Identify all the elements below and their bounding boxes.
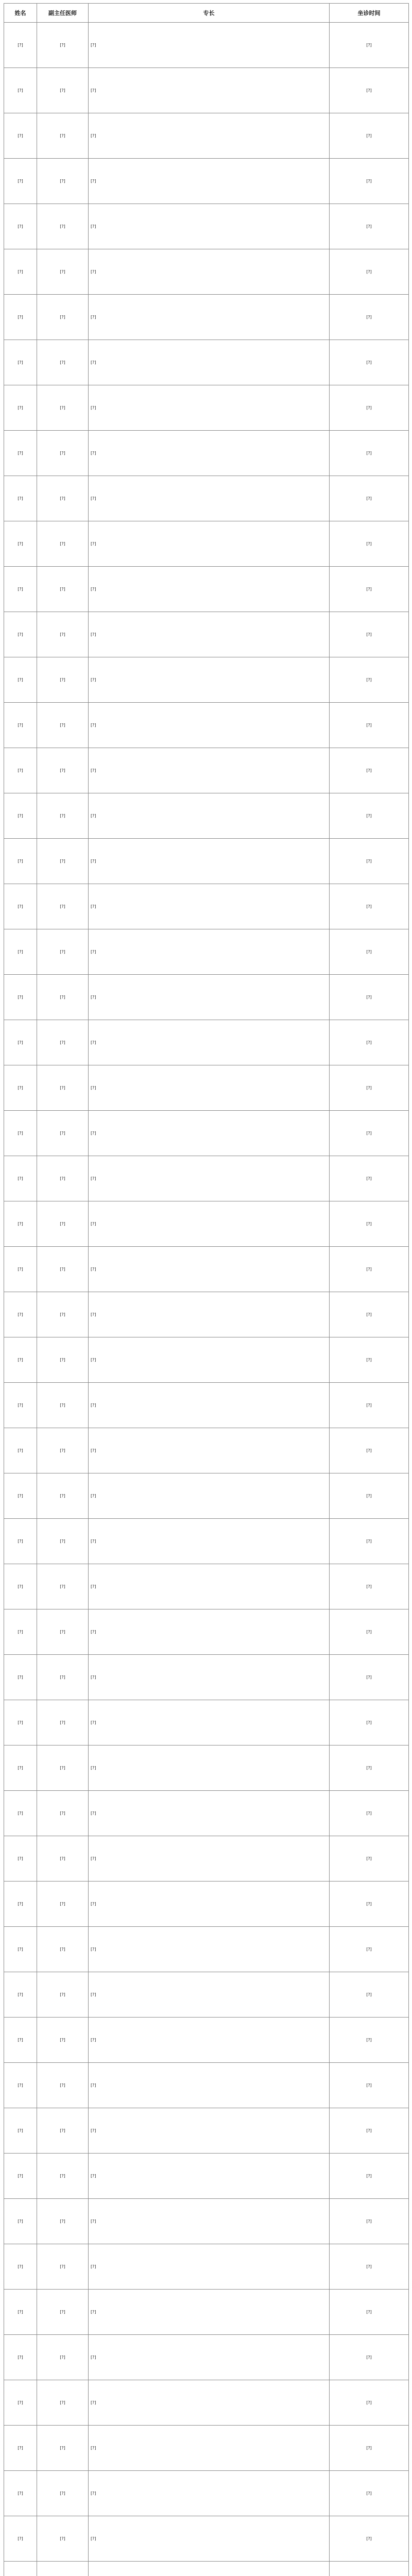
table-row (4, 1156, 409, 1201)
consult-time-cell: [?] (330, 2063, 409, 2108)
doctor-specialty-cell: [?] (89, 2290, 330, 2335)
doctor-title-cell: [?] (37, 2018, 89, 2063)
consult-time-cell: [?] (330, 521, 409, 567)
doctor-specialty-cell: [?] (89, 1473, 330, 1519)
doctor-specialty-cell: [?] (89, 385, 330, 431)
doctor-specialty-cell: [?] (89, 2426, 330, 2471)
doctor-name-cell: [?] (4, 159, 37, 204)
consult-time-cell: [?] (330, 1927, 409, 1972)
consult-time-cell: [?] (330, 567, 409, 612)
doctor-specialty-cell: [?] (89, 2244, 330, 2290)
table-row (4, 1745, 409, 1791)
table-row (4, 1564, 409, 1609)
doctor-name-cell: [?] (4, 1337, 37, 1383)
doctor-name-cell: [?] (4, 1383, 37, 1428)
doctor-title-cell: [?] (37, 431, 89, 476)
consult-time-cell: [?] (330, 975, 409, 1020)
table-row (4, 1609, 409, 1655)
doctor-specialty-cell: [?] (89, 657, 330, 703)
doctor-specialty-cell: [?] (89, 1292, 330, 1337)
doctor-title-cell: [?] (37, 2335, 89, 2380)
doctor-name-cell: [?] (4, 1609, 37, 1655)
doctor-specialty-cell: [?] (89, 431, 330, 476)
doctor-specialty-cell: [?] (89, 612, 330, 657)
doctor-title-cell: [?] (37, 2426, 89, 2471)
table-row (4, 1428, 409, 1473)
consult-time-cell: [?] (330, 748, 409, 793)
doctor-title-cell: [?] (37, 476, 89, 521)
doctor-name-cell: [?] (4, 2426, 37, 2471)
table-header (4, 4, 409, 23)
doctor-title-cell: [?] (37, 1972, 89, 2018)
doctor-name-cell: [?] (4, 1927, 37, 1972)
doctor-title-cell: [?] (37, 2199, 89, 2244)
doctor-title-cell: [?] (37, 1201, 89, 1247)
consult-time-cell: [?] (330, 2426, 409, 2471)
doctor-title-cell: [?] (37, 2471, 89, 2516)
doctor-title-cell: [?] (37, 1337, 89, 1383)
doctor-name-cell: [?] (4, 2244, 37, 2290)
doctor-title-cell: [?] (37, 1383, 89, 1428)
table-row (4, 703, 409, 748)
doctor-specialty-cell: [?] (89, 1700, 330, 1745)
consult-time-cell: [?] (330, 1065, 409, 1111)
doctor-title-cell: [?] (37, 1836, 89, 1882)
table-row (4, 340, 409, 385)
doctor-name-cell: [?] (4, 431, 37, 476)
doctor-specialty-cell: [?] (89, 748, 330, 793)
doctor-specialty-cell: [?] (89, 2199, 330, 2244)
table-row (4, 1247, 409, 1292)
doctor-name-cell: [?] (4, 2018, 37, 2063)
doctor-specialty-cell: [?] (89, 159, 330, 204)
table-row (4, 1111, 409, 1156)
consult-time-cell: [?] (330, 1383, 409, 1428)
doctor-title-cell: [?] (37, 2380, 89, 2426)
doctor-specialty-cell: [?] (89, 2471, 330, 2516)
table-row (4, 2335, 409, 2380)
doctor-name-cell: [?] (4, 1791, 37, 1836)
consult-time-cell: [?] (330, 68, 409, 113)
doctor-specialty-cell: [?] (89, 1383, 330, 1428)
doctor-name-cell: [?] (4, 1111, 37, 1156)
consult-time-cell: [?] (330, 295, 409, 340)
consult-time-cell: [?] (330, 1700, 409, 1745)
table-row (4, 1020, 409, 1065)
table-row (4, 2516, 409, 2562)
consult-time-cell: [?] (330, 1836, 409, 1882)
header-time: 坐诊时间 (330, 4, 409, 23)
doctor-name-cell: [?] (4, 1836, 37, 1882)
table-row (4, 1700, 409, 1745)
doctor-specialty-cell (89, 2562, 330, 2576)
doctor-name-cell: [?] (4, 1882, 37, 1927)
table-row (4, 1292, 409, 1337)
doctor-specialty-cell: [?] (89, 839, 330, 884)
doctor-specialty-cell: [?] (89, 2380, 330, 2426)
table-row (4, 1972, 409, 2018)
doctor-title-cell: [?] (37, 2063, 89, 2108)
consult-time-cell: [?] (330, 113, 409, 159)
doctor-name-cell: [?] (4, 1564, 37, 1609)
consult-time-cell: [?] (330, 1564, 409, 1609)
consult-time-cell: [?] (330, 1292, 409, 1337)
doctor-specialty-cell: [?] (89, 929, 330, 975)
doctor-specialty-cell: [?] (89, 2516, 330, 2562)
table-row (4, 1519, 409, 1564)
doctor-specialty-cell: [?] (89, 1609, 330, 1655)
doctor-name-cell: [?] (4, 975, 37, 1020)
doctor-name-cell (4, 2562, 37, 2576)
doctor-specialty-cell: [?] (89, 884, 330, 929)
doctor-title-cell: [?] (37, 884, 89, 929)
table-row (4, 68, 409, 113)
consult-time-cell: [?] (330, 476, 409, 521)
consult-time-cell: [?] (330, 2290, 409, 2335)
consult-time-cell: [?] (330, 703, 409, 748)
table-row (4, 2154, 409, 2199)
consult-time-cell: [?] (330, 159, 409, 204)
doctor-specialty-cell: [?] (89, 2108, 330, 2154)
consult-time-cell: [?] (330, 839, 409, 884)
doctor-name-cell: [?] (4, 2290, 37, 2335)
doctor-specialty-cell: [?] (89, 1791, 330, 1836)
doctor-name-cell: [?] (4, 1201, 37, 1247)
doctor-specialty-cell: [?] (89, 1745, 330, 1791)
doctor-specialty-cell: [?] (89, 2335, 330, 2380)
consult-time-cell: [?] (330, 1201, 409, 1247)
doctor-title-cell: [?] (37, 1882, 89, 1927)
header-row (4, 4, 409, 23)
table-row (4, 2108, 409, 2154)
consult-time-cell (330, 2562, 409, 2576)
consult-time-cell: [?] (330, 2154, 409, 2199)
consult-time-cell: [?] (330, 929, 409, 975)
doctor-title-cell: [?] (37, 295, 89, 340)
doctor-title-cell: [?] (37, 249, 89, 295)
consult-time-cell: [?] (330, 1972, 409, 2018)
doctor-name-cell: [?] (4, 1247, 37, 1292)
doctor-title-cell: [?] (37, 1745, 89, 1791)
doctor-name-cell: [?] (4, 657, 37, 703)
doctor-name-cell: [?] (4, 1428, 37, 1473)
doctor-title-cell: [?] (37, 703, 89, 748)
doctor-name-cell: [?] (4, 2380, 37, 2426)
consult-time-cell: [?] (330, 23, 409, 68)
doctor-specialty-cell: [?] (89, 1564, 330, 1609)
table-row (4, 1836, 409, 1882)
consult-time-cell: [?] (330, 2018, 409, 2063)
doctor-specialty-cell: [?] (89, 1337, 330, 1383)
table-row (4, 1383, 409, 1428)
doctor-title-cell: [?] (37, 113, 89, 159)
table-row (4, 204, 409, 249)
table-row (4, 2199, 409, 2244)
doctor-title-cell: [?] (37, 929, 89, 975)
consult-time-cell: [?] (330, 1473, 409, 1519)
consult-time-cell: [?] (330, 1882, 409, 1927)
consult-time-cell: [?] (330, 2199, 409, 2244)
table-row (4, 431, 409, 476)
doctor-specialty-cell: [?] (89, 1111, 330, 1156)
consult-time-cell: [?] (330, 1247, 409, 1292)
doctor-name-cell: [?] (4, 1020, 37, 1065)
doctor-name-cell: [?] (4, 703, 37, 748)
table-body (4, 23, 409, 2576)
consult-time-cell: [?] (330, 340, 409, 385)
table-row (4, 839, 409, 884)
doctor-name-cell: [?] (4, 1065, 37, 1111)
table-row (4, 748, 409, 793)
doctor-name-cell: [?] (4, 1473, 37, 1519)
doctor-specialty-cell: [?] (89, 476, 330, 521)
table-row (4, 1927, 409, 1972)
consult-time-cell: [?] (330, 2516, 409, 2562)
table-row (4, 929, 409, 975)
doctor-name-cell: [?] (4, 476, 37, 521)
doctor-title-cell: [?] (37, 1111, 89, 1156)
consult-time-cell: [?] (330, 1609, 409, 1655)
table-row (4, 975, 409, 1020)
doctor-name-cell: [?] (4, 1745, 37, 1791)
doctor-name-cell: [?] (4, 1655, 37, 1700)
table-row (4, 2290, 409, 2335)
doctor-specialty-cell: [?] (89, 1247, 330, 1292)
doctor-specialty-cell: [?] (89, 23, 330, 68)
doctor-title-cell: [?] (37, 204, 89, 249)
doctor-title-cell: [?] (37, 567, 89, 612)
doctor-specialty-cell: [?] (89, 1927, 330, 1972)
table-row (4, 249, 409, 295)
consult-time-cell: [?] (330, 1655, 409, 1700)
doctor-title-cell: [?] (37, 340, 89, 385)
table-row (4, 159, 409, 204)
table-row (4, 1065, 409, 1111)
doctor-specialty-cell: [?] (89, 1882, 330, 1927)
doctor-schedule-table (4, 3, 409, 2576)
header-name: 姓名 (4, 4, 37, 23)
table-row (4, 1337, 409, 1383)
doctor-name-cell: [?] (4, 612, 37, 657)
table-row (4, 1882, 409, 1927)
doctor-title-cell: [?] (37, 839, 89, 884)
doctor-specialty-cell: [?] (89, 1065, 330, 1111)
doctor-name-cell: [?] (4, 1700, 37, 1745)
doctor-specialty-cell: [?] (89, 204, 330, 249)
doctor-specialty-cell: [?] (89, 793, 330, 839)
header-title: 副主任医师 (37, 4, 89, 23)
doctor-name-cell: [?] (4, 839, 37, 884)
doctor-specialty-cell: [?] (89, 1156, 330, 1201)
doctor-title-cell: [?] (37, 975, 89, 1020)
doctor-title-cell: [?] (37, 748, 89, 793)
doctor-name-cell: [?] (4, 68, 37, 113)
doctor-title-cell: [?] (37, 1700, 89, 1745)
doctor-title-cell: [?] (37, 1927, 89, 1972)
doctor-title-cell: [?] (37, 657, 89, 703)
consult-time-cell: [?] (330, 1745, 409, 1791)
table-row (4, 1791, 409, 1836)
doctor-title-cell: [?] (37, 1791, 89, 1836)
consult-time-cell: [?] (330, 431, 409, 476)
doctor-name-cell: [?] (4, 929, 37, 975)
doctor-specialty-cell: [?] (89, 113, 330, 159)
consult-time-cell: [?] (330, 1111, 409, 1156)
doctor-specialty-cell: [?] (89, 567, 330, 612)
doctor-name-cell: [?] (4, 1292, 37, 1337)
table-row (4, 884, 409, 929)
doctor-specialty-cell: [?] (89, 68, 330, 113)
table-row (4, 2426, 409, 2471)
doctor-title-cell: [?] (37, 521, 89, 567)
doctor-title-cell: [?] (37, 1020, 89, 1065)
table-row (4, 476, 409, 521)
consult-time-cell: [?] (330, 249, 409, 295)
consult-time-cell: [?] (330, 1156, 409, 1201)
doctor-name-cell: [?] (4, 2154, 37, 2199)
consult-time-cell: [?] (330, 1337, 409, 1383)
table-row (4, 567, 409, 612)
table-row (4, 1473, 409, 1519)
table-row (4, 295, 409, 340)
table-row (4, 2244, 409, 2290)
consult-time-cell: [?] (330, 1428, 409, 1473)
doctor-specialty-cell: [?] (89, 703, 330, 748)
doctor-specialty-cell: [?] (89, 2018, 330, 2063)
consult-time-cell: [?] (330, 1020, 409, 1065)
doctor-name-cell: [?] (4, 2199, 37, 2244)
doctor-specialty-cell: [?] (89, 521, 330, 567)
consult-time-cell: [?] (330, 1519, 409, 1564)
doctor-title-cell: [?] (37, 1655, 89, 1700)
consult-time-cell: [?] (330, 2380, 409, 2426)
doctor-specialty-cell: [?] (89, 2154, 330, 2199)
table-row (4, 1201, 409, 1247)
doctor-specialty-cell: [?] (89, 1655, 330, 1700)
doctor-name-cell: [?] (4, 340, 37, 385)
consult-time-cell: [?] (330, 793, 409, 839)
doctor-specialty-cell: [?] (89, 1836, 330, 1882)
doctor-specialty-cell: [?] (89, 1972, 330, 2018)
doctor-specialty-cell: [?] (89, 2063, 330, 2108)
doctor-title-cell: [?] (37, 1519, 89, 1564)
doctor-title-cell: [?] (37, 1065, 89, 1111)
doctor-name-cell: [?] (4, 295, 37, 340)
header-specialty: 专长 (89, 4, 330, 23)
consult-time-cell: [?] (330, 884, 409, 929)
doctor-specialty-cell: [?] (89, 1428, 330, 1473)
doctor-specialty-cell: [?] (89, 1519, 330, 1564)
doctor-specialty-cell: [?] (89, 1020, 330, 1065)
doctor-title-cell: [?] (37, 1247, 89, 1292)
doctor-title-cell: [?] (37, 1473, 89, 1519)
table-row (4, 793, 409, 839)
doctor-title-cell: [?] (37, 1428, 89, 1473)
table-row (4, 612, 409, 657)
table-row (4, 2063, 409, 2108)
doctor-title-cell: [?] (37, 1609, 89, 1655)
doctor-title-cell: [?] (37, 2290, 89, 2335)
doctor-specialty-cell: [?] (89, 1201, 330, 1247)
consult-time-cell: [?] (330, 385, 409, 431)
doctor-title-cell (37, 2562, 89, 2576)
doctor-name-cell: [?] (4, 793, 37, 839)
doctor-name-cell: [?] (4, 2471, 37, 2516)
doctor-title-cell: [?] (37, 793, 89, 839)
doctor-title-cell: [?] (37, 2516, 89, 2562)
table-row (4, 113, 409, 159)
doctor-name-cell: [?] (4, 567, 37, 612)
consult-time-cell: [?] (330, 2335, 409, 2380)
doctor-name-cell: [?] (4, 1156, 37, 1201)
table-row (4, 23, 409, 68)
doctor-name-cell: [?] (4, 204, 37, 249)
consult-time-cell: [?] (330, 612, 409, 657)
consult-time-cell: [?] (330, 657, 409, 703)
doctor-specialty-cell: [?] (89, 975, 330, 1020)
consult-time-cell: [?] (330, 2108, 409, 2154)
table-row (4, 2018, 409, 2063)
doctor-name-cell: [?] (4, 2063, 37, 2108)
consult-time-cell: [?] (330, 204, 409, 249)
doctor-title-cell: [?] (37, 612, 89, 657)
table-row (4, 1655, 409, 1700)
doctor-specialty-cell: [?] (89, 249, 330, 295)
doctor-specialty-cell: [?] (89, 295, 330, 340)
doctor-title-cell: [?] (37, 23, 89, 68)
doctor-name-cell: [?] (4, 2335, 37, 2380)
consult-time-cell: [?] (330, 1791, 409, 1836)
doctor-name-cell: [?] (4, 1972, 37, 2018)
doctor-title-cell: [?] (37, 68, 89, 113)
doctor-name-cell: [?] (4, 2108, 37, 2154)
doctor-name-cell: [?] (4, 249, 37, 295)
consult-time-cell: [?] (330, 2471, 409, 2516)
doctor-title-cell: [?] (37, 2108, 89, 2154)
doctor-title-cell: [?] (37, 1156, 89, 1201)
doctor-name-cell: [?] (4, 1519, 37, 1564)
doctor-name-cell: [?] (4, 521, 37, 567)
doctor-title-cell: [?] (37, 1292, 89, 1337)
table-row (4, 385, 409, 431)
consult-time-cell: [?] (330, 2244, 409, 2290)
table-row (4, 521, 409, 567)
table-row (4, 2380, 409, 2426)
doctor-title-cell: [?] (37, 2154, 89, 2199)
doctor-specialty-cell: [?] (89, 340, 330, 385)
doctor-title-cell: [?] (37, 159, 89, 204)
table-row (4, 2471, 409, 2516)
doctor-name-cell: [?] (4, 113, 37, 159)
doctor-name-cell: [?] (4, 385, 37, 431)
doctor-title-cell: [?] (37, 2244, 89, 2290)
doctor-title-cell: [?] (37, 385, 89, 431)
doctor-name-cell: [?] (4, 23, 37, 68)
doctor-name-cell: [?] (4, 884, 37, 929)
doctor-title-cell: [?] (37, 1564, 89, 1609)
doctor-name-cell: [?] (4, 2516, 37, 2562)
table-row (4, 2562, 409, 2576)
doctor-name-cell: [?] (4, 748, 37, 793)
table-row (4, 657, 409, 703)
